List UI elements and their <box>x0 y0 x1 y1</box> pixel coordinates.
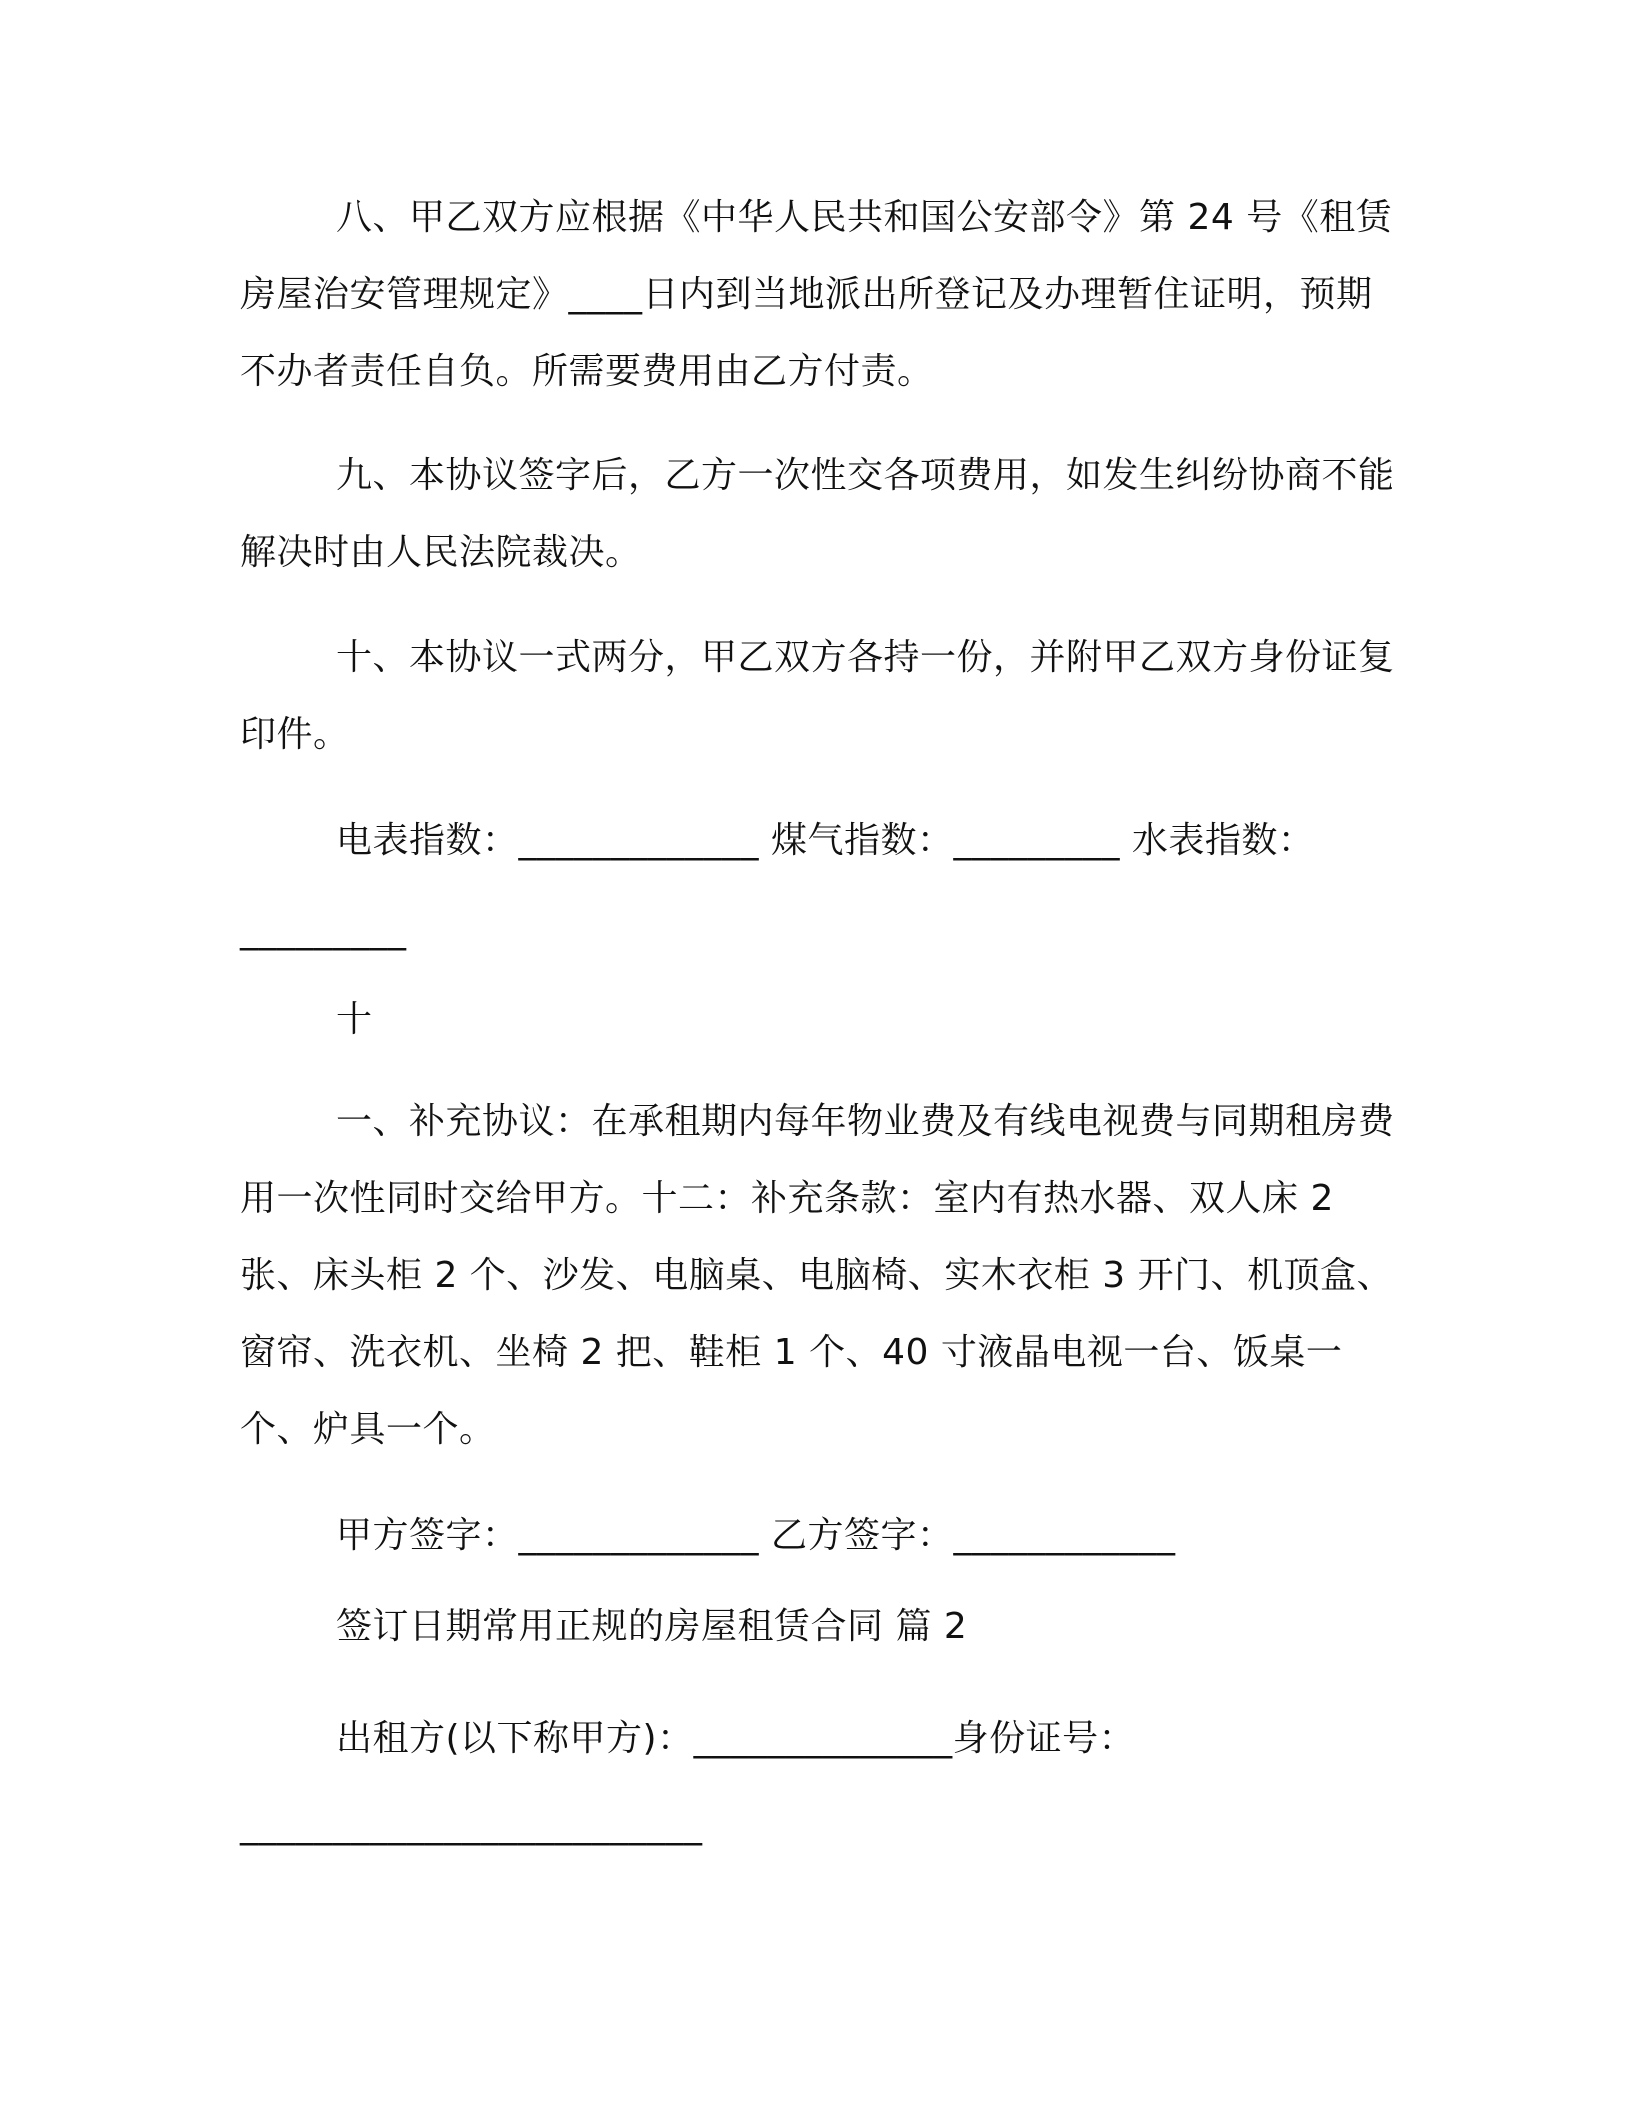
meter-readings-line: 电表指数：_____________ 煤气指数：_________ 水表指数： <box>336 820 1315 861</box>
supplement-clause-paragraph: 一、补充协议：在承租期内每年物业费及有线电视费与同期租房费用一次性同时交给甲方。十二：补充条款：室内有热水器、双人床 2 张、床头柜 2 个、沙发、电脑桌、电脑椅、实木衣柜 3 开门、机顶盒、窗帘、洗衣机、坐椅 2 把、鞋柜 1 个、40 寸液晶电视一台、饭桌一个、炉具一个。 <box>240 1101 1395 1450</box>
clause-ten-mark: 十 <box>336 999 373 1040</box>
lessor-id-blank: _________________________ <box>240 1805 703 1846</box>
clause-nine-paragraph: 九、本协议签字后，乙方一次性交各项费用，如发生纠纷协商不能解决时由人民法院裁决。 <box>240 455 1395 573</box>
date-and-title-line: 签订日期常用正规的房屋租赁合同 篇 2 <box>336 1606 968 1647</box>
lessor-line: 出租方(以下称甲方)：______________身份证号： <box>336 1718 1136 1759</box>
clause-ten-paragraph: 十、本协议一式两分，甲乙双方各持一份，并附甲乙双方身份证复印件。 <box>240 637 1395 755</box>
clause-eight-paragraph: 八、甲乙双方应根据《中华人民共和国公安部令》第 24 号《租赁房屋治安管理规定》____日内到当地派出所登记及办理暂住证明，预期不办者责任自负。所需要费用由乙方付责。 <box>240 197 1393 392</box>
signatures-line: 甲方签字：_____________ 乙方签字：____________ <box>336 1515 1176 1556</box>
meter-readings-blank: _________ <box>240 910 407 951</box>
